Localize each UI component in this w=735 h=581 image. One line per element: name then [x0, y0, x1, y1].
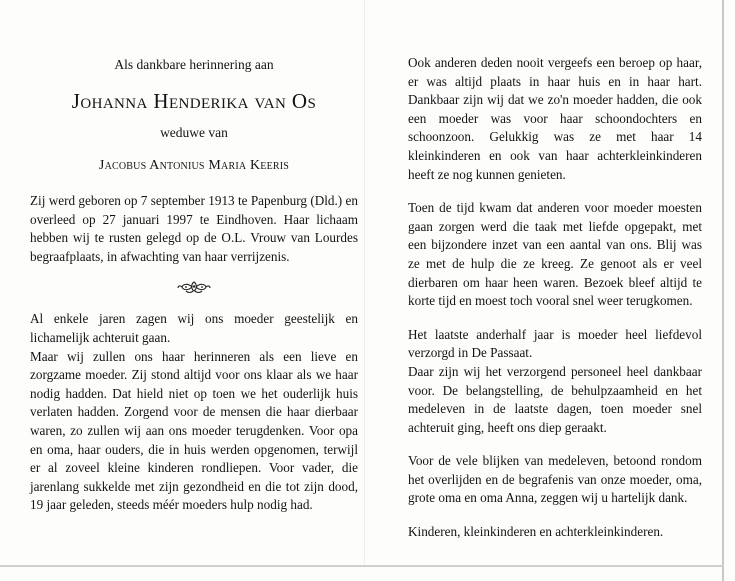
signature-line: Kinderen, kleinkinderen en achterkleinkinderen. — [408, 524, 664, 540]
passaat-paragraph: Het laatste anderhalf jaar is moeder heel liefdevol verzorgd in De Passaat. — [408, 326, 702, 361]
gratitude-paragraph: Voor de vele blijken van medeleven, betoond rondom het overlijden en de begrafenis van onze moeder, oma, grote oma en oma Anna, zeggen wij u hartelijk dank. — [408, 453, 702, 506]
intro-line: Als dankbare herinnering aan — [114, 57, 274, 72]
husband-name: Jacobus Antonius Maria Keeris — [98, 158, 290, 173]
right-page — [408, 54, 702, 542]
care-paragraph: Toen de tijd kwam dat anderen voor moeder moesten gaan zorgen werd die taak met liefde opgepakt, met een bijzondere inzet van een aantal van ons. Blij was ze met de hulp die ze kreeg. Ze genoot als er veel dierbaren om haar heen waren. Bezoek bleef altijd te korte tijd en moest toch vooral snel weer terugkomen. — [408, 200, 702, 309]
left-page — [30, 56, 358, 515]
widow-of-line: weduwe van — [160, 125, 228, 140]
card-bottom-edge — [0, 565, 724, 567]
deceased-name: Johanna Henderika van Os — [71, 89, 317, 113]
fold-line — [364, 0, 365, 565]
biography-paragraph: Zij werd geboren op 7 september 1913 te Papenburg (Dld.) en overleed op 27 januari 1997 te Eindhoven. Haar lichaam hebben wij te rusten gelegd op de O.L. Vrouw van Lourdes begraafplaats, in afwachting van haar verrijzenis. — [30, 193, 358, 264]
decline-paragraph: Al enkele jaren zagen wij ons moeder geestelijk en lichamelijk achteruit gaan. — [30, 311, 358, 345]
card-right-edge — [722, 0, 724, 581]
thanks-staff-paragraph: Daar zijn wij het verzorgend personeel heel dankbaar voor. De belangstelling, de behulpzaamheid en het medeleven in de laatste dagen, toen moeder snel achteruit ging, heeft ons diep geraakt. — [408, 363, 702, 435]
floral-ornament-icon — [30, 280, 358, 294]
others-paragraph: Ook anderen deden nooit vergeefs een beroep op haar, er was altijd plaats in haar huis en in haar hart. Dankbaar zijn wij dat we zo'n moeder hadden, die ook een moeder was voor haar schoondochters en schoonzoon. Gelukkig was ze met haar 14 kleinkinderen en ook van haar achterkleinkinderen heeft ze nog kunnen genieten. — [408, 55, 702, 182]
memory-paragraph: Maar wij zullen ons haar herinneren als een lieve en zorgzame moeder. Zij stond altijd voor ons klaar als we haar nodig hadden. Dat hield niet op toen we het ouderlijk huis verlaten hadden. Zorgend voor de mensen die haar dierbaar waren, zo zullen wij aan ons moeder terugdenken. Voor opa en oma, haar ouders, die in huis werden opgenomen, terwijl er al zoveel kleine kinderen rondliepen. Voor vader, die jarenlang sukkelde met zijn gezondheid en die tot zijn dood, 19 jaar geleden, steeds méér moeders hulp nodig had. — [30, 348, 358, 513]
